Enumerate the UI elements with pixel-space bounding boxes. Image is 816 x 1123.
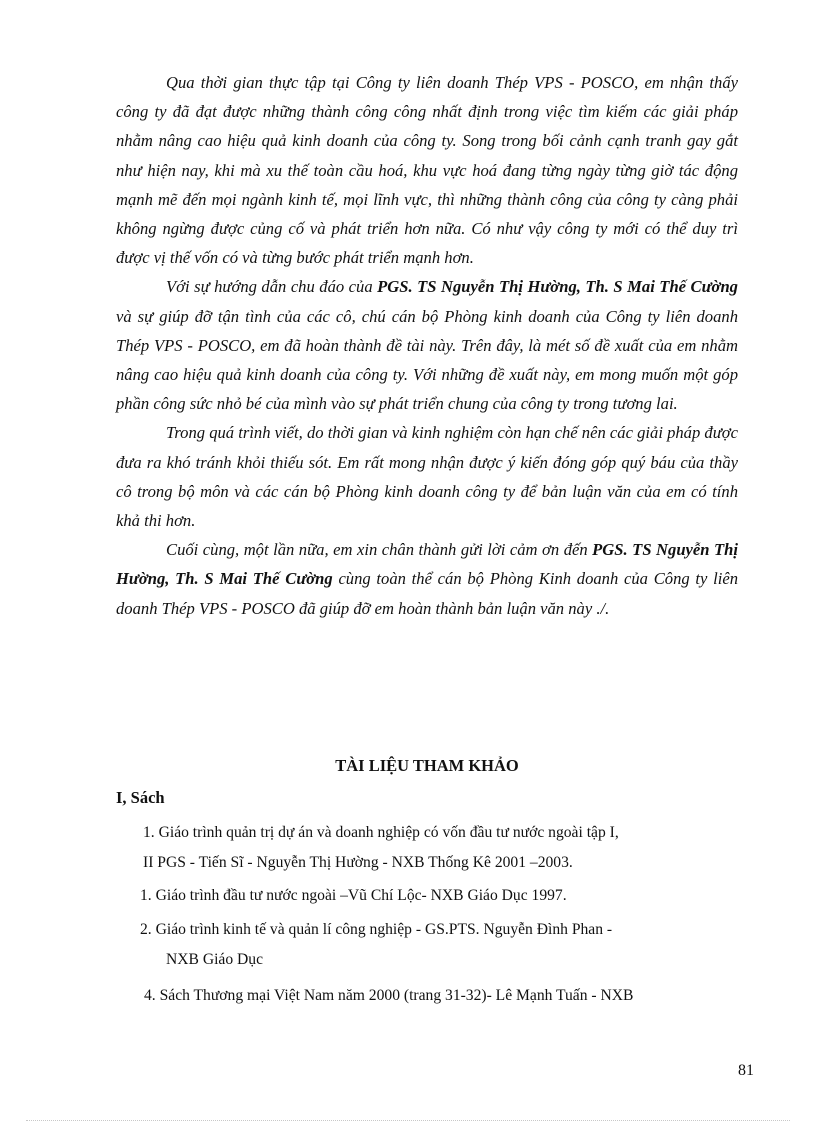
reference-line: 2. Giáo trình kinh tế và quản lí công nghiệp - GS.PTS. Nguyễn Đình Phan - <box>140 921 613 938</box>
reference-item <box>116 915 738 975</box>
paragraph-acknowledgement-supervisors <box>116 272 738 418</box>
p4-text-end: cùng toàn thể cán bộ Phòng Kinh doanh của Công ty liên doanh Thép VPS - POSCO đã giúp đỡ em hoàn thành bản luận văn này ./. <box>116 569 739 618</box>
p2-text-end: và sự giúp đỡ tận tình của các cô, chú cán bộ Phòng kinh doanh của Công ty liên doanh Thép VPS - POSCO, em đã hoàn thành đề tài này. Trên đây, là mét số đề xuất của em nhằm nâng cao hiệu quả kinh doanh của công ty. Với những đề xuất này, em mong muốn một góp phần công sức nhỏ bé của mình vào sự phát triển chung của công ty trong tương lai. <box>116 306 738 414</box>
reference-line-continued: II PGS - Tiến Sĩ - Nguyễn Thị Hường - NXB Thống Kê 2001 –2003. <box>143 854 573 871</box>
reference-line: 1. Giáo trình quản trị dự án và doanh nghiệp có vốn đầu tư nước ngoài tập I, <box>143 824 619 841</box>
p4-text-start: Cuối cùng, một lần nữa, em xin chân thành gửi lời cảm ơn đến <box>166 540 593 560</box>
paragraph-final-thanks <box>116 535 738 623</box>
supervisor-names: PGS. TS Nguyễn Thị Hường, Th. S Mai Thế Cường <box>377 277 738 297</box>
paragraph-limitations: Trong quá trình viết, do thời gian và kinh nghiệm còn hạn chế nên các giải pháp được đưa ra khó tránh khỏi thiếu sót. Em rất mong nhận được ý kiến đóng góp quý báu của thầy cô trong bộ môn và các cán bộ Phòng kinh doanh công ty để bản luận văn của em có tính khả thi hơn. <box>116 423 738 531</box>
reference-line-continued: NXB Giáo Dục <box>166 951 264 968</box>
reference-list <box>116 818 738 1011</box>
page-number: 81 <box>738 1062 754 1079</box>
reference-line: 4. Sách Thương mại Việt Nam năm 2000 (trang 31-32)- Lê Mạnh Tuấn - NXB <box>144 987 634 1004</box>
reference-item <box>116 981 738 1011</box>
footer-divider <box>26 1120 790 1121</box>
p2-text-start: Với sự hướng dẫn chu đáo của <box>166 277 378 297</box>
closing-section <box>116 68 738 623</box>
references-title: TÀI LIỆU THAM KHẢO <box>335 756 519 775</box>
supervisor-names-thanks: PGS. TS Nguyễn Thị Hường, Th. S Mai Thế Cường <box>116 540 739 589</box>
reference-item <box>116 881 738 911</box>
reference-line: 1. Giáo trình đầu tư nước ngoài –Vũ Chí Lộc- NXB Giáo Dục 1997. <box>140 887 567 904</box>
reference-item <box>116 818 738 878</box>
paragraph-internship-summary: Qua thời gian thực tập tại Công ty liên doanh Thép VPS - POSCO, em nhận thấy công ty đã đạt được những thành công công nhất định trong việc tìm kiếm các giải pháp nhằm nâng cao hiệu quả kinh doanh của công ty. Song trong bối cảnh cạnh tranh gay gắt như hiện nay, khi mà xu thế toàn cầu hoá, khu vực hoá đang từng ngày từng giờ tác động mạnh mẽ đến mọi ngành kinh tế, mọi lĩnh vực, thì những thành công của công ty càng phải không ngừng được củng cố và phát triển hơn nữa. Có như vậy công ty mới có thể duy trì được vị thế vốn có và từng bước phát triển mạnh hơn. <box>116 73 738 268</box>
references-section-books: I, Sách <box>116 788 165 807</box>
